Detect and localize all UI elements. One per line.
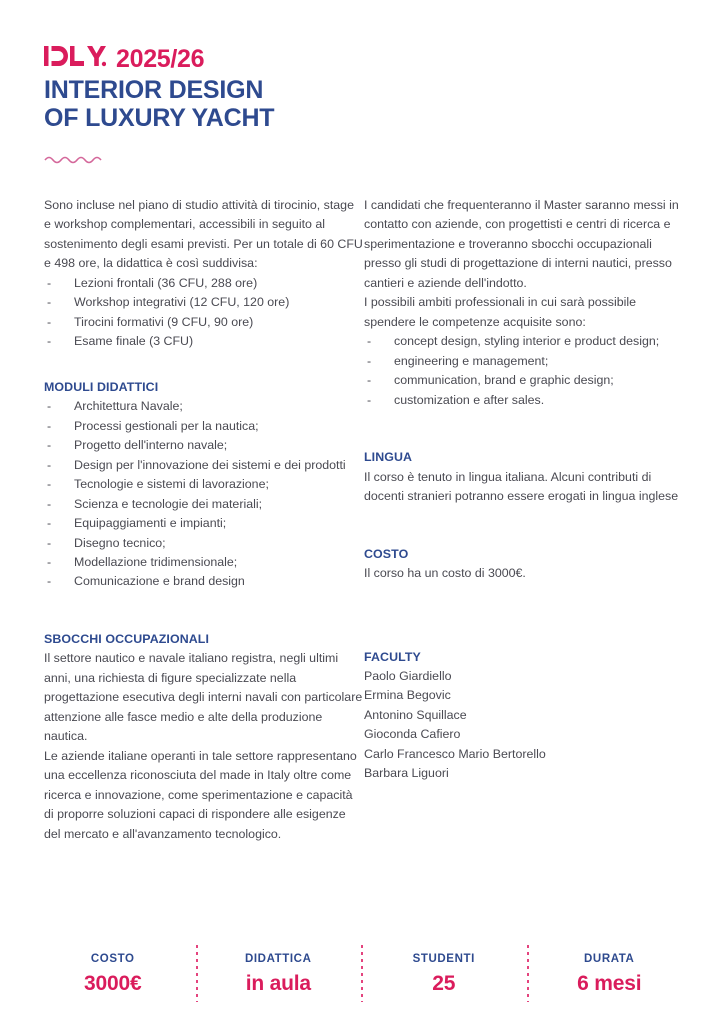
list-item: Carlo Francesco Mario Bertorello (364, 746, 546, 761)
intro-paragraph: Sono incluse nel piano di studio attività di tirocinio, stage e workshop complementari, accessibili in seguito al sostenimento degli esami previsti. Per un totale di 60 CFU e 498 ore, la didattica è così suddivisa: (44, 198, 363, 271)
section-heading-moduli: MODULI DIDATTICI (44, 379, 159, 394)
stat-label: DURATA (584, 953, 635, 965)
header (44, 45, 684, 166)
section-heading-faculty: FACULTY (364, 649, 421, 664)
section-heading-costo: COSTO (364, 546, 409, 561)
section-heading-sbocchi: SBOCCHI OCCUPAZIONALI (44, 631, 210, 646)
list-item: - Design per l'innovazione dei sistemi e dei prodotti (44, 456, 364, 475)
list-item: - Progetto dell'interno navale; (44, 436, 364, 455)
faculty-list (364, 667, 684, 784)
cfu-breakdown-list (44, 274, 364, 352)
page-title-line-1: INTERIOR DESIGN (44, 76, 264, 104)
list-item: - customization e after sales. (364, 391, 684, 410)
stat-value: in aula (245, 972, 311, 995)
sbocchi-paragraph-2: Le aziende italiane operanti in tale settore rappresentano una eccellenza riconosciuta del made in Italy oltre come ricerca e innovazione, come sperimentazione e capacità di proporre soluzioni capaci di rispondere alle esigenze del mercato e all'avanzamento tecnologico. (44, 748, 357, 841)
list-item: Ermina Begovic (364, 688, 451, 703)
list-item: - engineering e management; (364, 352, 684, 371)
list-item: Antonino Squillace (364, 707, 467, 722)
list-item: Gioconda Cafiero (364, 727, 461, 742)
stat-label: STUDENTI (412, 953, 475, 965)
section-heading-lingua: LINGUA (364, 450, 413, 465)
content-columns (44, 196, 684, 844)
spacer (44, 352, 364, 378)
spacer (364, 584, 684, 622)
spacer (364, 622, 684, 648)
list-item: - Comunicazione e brand design (44, 572, 364, 591)
list-item: - Lezioni frontali (36 CFU, 288 ore) (44, 274, 364, 293)
stat-label: COSTO (90, 953, 135, 965)
stat-value: 6 mesi (577, 972, 642, 995)
list-item: - Scienza e tecnologie dei materiali; (44, 495, 364, 514)
page-title-line-2: OF LUXURY YACHT (44, 104, 275, 132)
spacer (364, 410, 684, 448)
idly-logo-icon (44, 45, 106, 67)
list-item: - Processi gestionali per la nautica; (44, 417, 364, 436)
list-item: Barbara Liguori (364, 766, 449, 781)
right-column (364, 196, 684, 844)
list-item: - concept design, styling interior e product design; (364, 332, 684, 351)
academic-year: 2025/26 (116, 45, 205, 73)
list-item: - Tirocini formativi (9 CFU, 90 ore) (44, 313, 364, 332)
list-item: - Tecnologie e sistemi di lavorazione; (44, 475, 364, 494)
sbocchi-paragraph-1: Il settore nautico e navale italiano registra, negli ultimi anni, una richiesta di figure specializzate nella progettazione esecutiva degli interni navali con particolare attenzione alle fasce medio e alte della produzione nautica. (44, 651, 363, 744)
stat-durata (527, 945, 693, 1002)
costo-paragraph: Il corso ha un costo di 3000€. (364, 566, 526, 581)
stat-costo (30, 945, 196, 1002)
moduli-list (44, 397, 364, 592)
lingua-paragraph: Il corso è tenuto in lingua italiana. Alcuni contributi di docenti stranieri potranno essere erogati in lingua inglese (364, 469, 679, 504)
ambiti-intro-paragraph: I possibili ambiti professionali in cui sarà possibile spendere le competenze acquisite sono: (364, 295, 637, 329)
list-item: - Architettura Navale; (44, 397, 364, 416)
left-column (44, 196, 364, 844)
stat-label: DIDATTICA (244, 953, 312, 965)
stat-didattica (196, 945, 362, 1002)
list-item: - Disegno tecnico; (44, 534, 364, 553)
page-title (44, 76, 684, 132)
wave-divider-icon (44, 154, 108, 166)
stat-value: 25 (432, 972, 456, 995)
spacer (44, 592, 364, 630)
stat-studenti (361, 945, 527, 1002)
list-item: - Equipaggiamenti e impianti; (44, 514, 364, 533)
list-item: - Esame finale (3 CFU) (44, 332, 364, 351)
stats-bar (30, 945, 692, 1002)
title-row (44, 45, 684, 73)
candidates-paragraph: I candidati che frequenteranno il Master saranno messi in contatto con aziende, con progettisti e centri di ricerca e sperimentazione e troveranno sbocchi occupazionali presso gli studi di progettazione di interni nautici, presso cantieri e aziende dell'indotto. (364, 198, 679, 290)
list-item: - Modellazione tridimensionale; (44, 553, 364, 572)
list-item: - communication, brand e graphic design; (364, 371, 684, 390)
list-item: Paolo Giardiello (364, 668, 452, 683)
ambiti-list (364, 332, 684, 410)
stat-value: 3000€ (84, 972, 142, 995)
spacer (364, 507, 684, 545)
list-item: - Workshop integrativi (12 CFU, 120 ore) (44, 293, 364, 312)
